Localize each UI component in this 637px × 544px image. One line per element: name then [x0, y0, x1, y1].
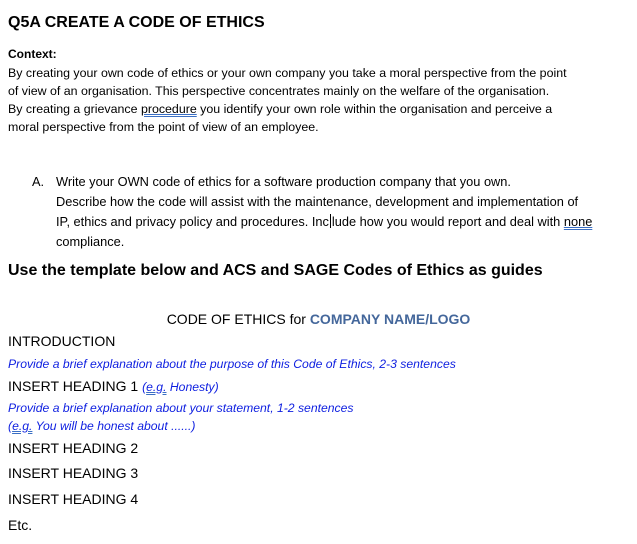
task-body — [56, 172, 632, 252]
guides-heading: Use the template below and ACS and SAGE Codes of Ethics as guides — [8, 262, 543, 279]
context-text: you identify your own role within the organisation and perceive a — [196, 102, 553, 116]
intro-hint: Provide a brief explanation about the purpose of this Code of Ethics, 2-3 sentences — [8, 357, 456, 371]
context-line: of view of an organisation. This perspective concentrates mainly on the welfare of the organisation. — [8, 84, 550, 98]
example-hint: (e.g. You will be honest about ......) — [8, 419, 196, 433]
template-title-text: CODE OF ETHICS for — [166, 311, 310, 327]
company-name-placeholder: COMPANY NAME/LOGO — [309, 311, 471, 327]
task-text: IP, ethics and privacy policy and procedures. Inc — [56, 214, 329, 229]
heading-2: INSERT HEADING 2 — [8, 440, 139, 456]
heading-1-text: INSERT HEADING 1 — [8, 378, 143, 394]
context-line — [8, 100, 628, 118]
statement-hint: Provide a brief explanation about your statement, 1-2 sentences — [8, 401, 354, 415]
task-text: lude how you would report and deal with — [331, 214, 564, 229]
context-line: moral perspective from the point of view of an employee. — [8, 120, 319, 134]
text-cursor — [330, 214, 331, 228]
task-line: compliance. — [56, 234, 125, 249]
introduction-heading: INTRODUCTION — [8, 333, 116, 349]
etc-label: Etc. — [8, 517, 33, 533]
heading-4: INSERT HEADING 4 — [8, 491, 139, 507]
context-line: By creating your own code of ethics or your own company you take a moral perspective from the point — [8, 66, 567, 80]
page-title: Q5A CREATE A CODE OF ETHICS — [8, 14, 265, 31]
spellcheck-word: procedure — [140, 102, 197, 116]
task-line: Write your OWN code of ethics for a software production company that you own. — [56, 174, 511, 189]
spellcheck-word: e.g. — [146, 380, 167, 394]
list-marker: A. — [32, 174, 45, 189]
spellcheck-word: none — [563, 214, 593, 229]
task-line: Describe how the code will assist with the maintenance, development and implementation of — [56, 194, 579, 209]
context-text: By creating a grievance — [8, 102, 141, 116]
context-label: Context: — [8, 47, 57, 61]
task-item-a — [32, 172, 632, 252]
heading-1-example: (e.g. Honesty) — [142, 380, 219, 394]
context-paragraph — [8, 64, 628, 136]
heading-3: INSERT HEADING 3 — [8, 465, 139, 481]
template-title — [0, 311, 637, 327]
heading-1 — [8, 378, 219, 394]
task-line — [56, 212, 632, 232]
spellcheck-word: e.g. — [12, 419, 33, 433]
